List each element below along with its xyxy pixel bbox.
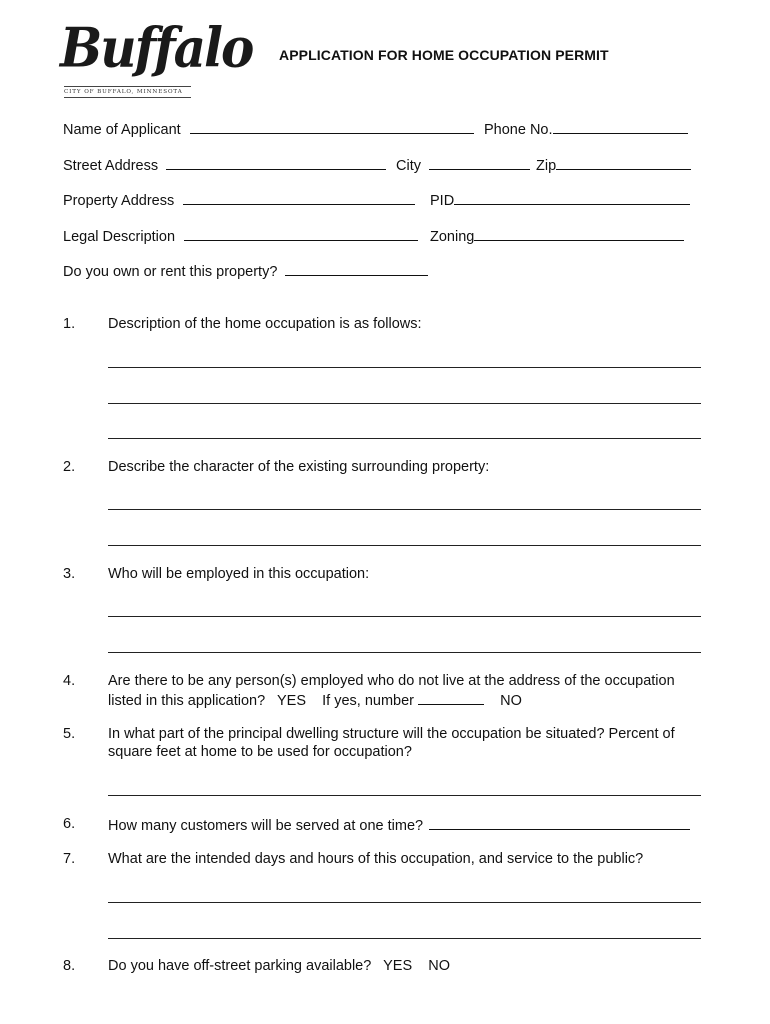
zoning-field[interactable]: [474, 226, 684, 241]
phone-row: [484, 119, 688, 139]
zoning-label: Zoning: [430, 229, 475, 245]
question-7-text: What are the intended days and hours of this occupation, and service to the public?: [108, 851, 644, 867]
question-7-answer-line-1[interactable]: [108, 902, 701, 903]
question-4-no-option: NO: [500, 693, 522, 709]
legal-description-field[interactable]: [184, 226, 418, 241]
employee-number-field[interactable]: [418, 690, 484, 705]
question-3-number: 3.: [63, 566, 76, 582]
own-or-rent-row: [63, 261, 428, 281]
phone-no-label: Phone No.: [484, 122, 553, 138]
question-8-text: Do you have off-street parking available? YES NO: [108, 958, 451, 974]
property-address-label: Property Address: [63, 193, 175, 209]
question-4-number: 4.: [63, 673, 76, 689]
question-8-number: 8.: [63, 958, 76, 974]
question-1-text: Description of the home occupation is as follows:: [108, 316, 422, 332]
street-address-field[interactable]: [166, 155, 386, 170]
city-label: City: [396, 158, 421, 174]
question-2-answer-line-1[interactable]: [108, 509, 701, 510]
logo-subtitle: CITY OF BUFFALO, MINNESOTA: [64, 89, 183, 95]
pid-row: [430, 190, 690, 210]
question-3-answer-line-1[interactable]: [108, 616, 701, 617]
property-address-field[interactable]: [183, 190, 415, 205]
page-title: APPLICATION FOR HOME OCCUPATION PERMIT: [279, 47, 609, 63]
question-4-line-2: [108, 690, 713, 710]
zip-row: [536, 155, 691, 175]
question-4-yes-part: listed in this application? YES If yes, number: [108, 693, 415, 709]
pid-field[interactable]: [454, 190, 690, 205]
question-6-number: 6.: [63, 816, 76, 832]
question-5-text: [108, 725, 713, 761]
own-or-rent-label: Do you own or rent this property?: [63, 264, 278, 280]
property-address-row: [63, 190, 415, 210]
question-5-line-2: square feet at home to be used for occupation?: [108, 744, 412, 760]
name-of-applicant-label: Name of Applicant: [63, 122, 181, 138]
legal-description-row: [63, 226, 418, 246]
phone-no-field[interactable]: [553, 119, 688, 134]
street-address-row: [63, 155, 386, 175]
logo-wordmark: Buffalo: [60, 15, 253, 80]
city-field[interactable]: [429, 155, 530, 170]
question-2-text: Describe the character of the existing surrounding property:: [108, 459, 490, 475]
question-7-number: 7.: [63, 851, 76, 867]
name-of-applicant-row: [63, 119, 474, 139]
city-row: [396, 155, 530, 175]
legal-description-label: Legal Description: [63, 229, 176, 245]
zip-label: Zip: [536, 158, 557, 174]
question-1-answer-line-3[interactable]: [108, 438, 701, 439]
question-6-row: [108, 815, 713, 835]
question-6-text: How many customers will be served at one time?: [108, 818, 424, 834]
question-1-answer-line-2[interactable]: [108, 403, 701, 404]
zoning-row: [430, 226, 684, 246]
question-5-answer-line-1[interactable]: [108, 795, 701, 796]
question-1-answer-line-1[interactable]: [108, 367, 701, 368]
own-or-rent-field[interactable]: [285, 261, 428, 276]
question-5-number: 5.: [63, 726, 76, 742]
street-address-label: Street Address: [63, 158, 159, 174]
question-4-text: [108, 672, 713, 710]
question-3-answer-line-2[interactable]: [108, 652, 701, 653]
question-2-number: 2.: [63, 459, 76, 475]
question-5-line-1: In what part of the principal dwelling structure will the occupation be situated? Percent of: [108, 726, 675, 742]
question-3-text: Who will be employed in this occupation:: [108, 566, 370, 582]
question-1-number: 1.: [63, 316, 76, 332]
logo-rule-top: [64, 86, 191, 87]
question-7-answer-line-2[interactable]: [108, 938, 701, 939]
question-6-answer-field[interactable]: [429, 815, 690, 830]
question-2-answer-line-2[interactable]: [108, 545, 701, 546]
name-of-applicant-field[interactable]: [190, 119, 474, 134]
zip-field[interactable]: [556, 155, 691, 170]
pid-label: PID: [430, 193, 455, 209]
logo-rule-bottom: [64, 97, 191, 98]
question-4-line-1: Are there to be any person(s) employed who do not live at the address of the occupation: [108, 673, 675, 689]
